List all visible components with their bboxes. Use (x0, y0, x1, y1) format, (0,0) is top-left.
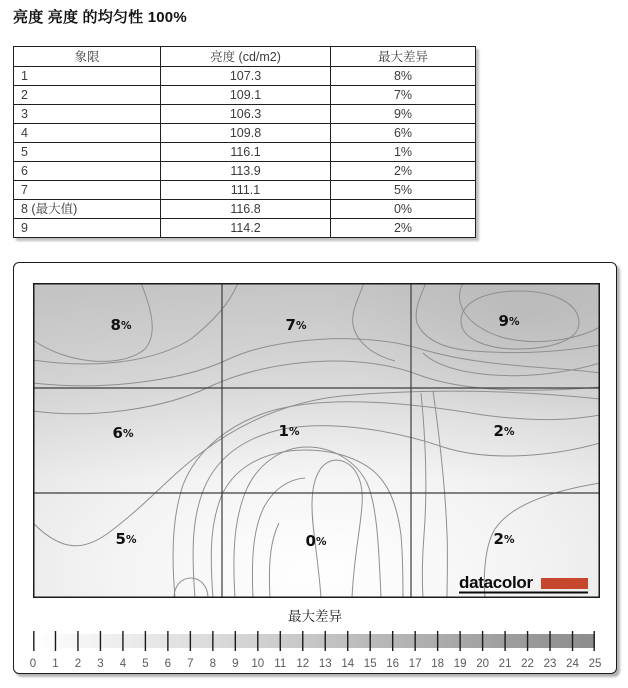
legend-tick-label: 10 (251, 658, 265, 670)
contour-plot (33, 283, 600, 598)
quadrant-percent-label: 6% (112, 424, 134, 442)
table-cell: 7% (331, 86, 476, 105)
legend-tick-label: 14 (341, 658, 355, 670)
legend-tick-label: 15 (363, 658, 377, 670)
table-cell: 2 (14, 86, 161, 105)
table-cell: 9% (331, 105, 476, 124)
table-cell: 5% (331, 181, 476, 200)
table-cell: 116.8 (161, 200, 331, 219)
quadrant-percent-label: 0% (305, 532, 327, 550)
legend-tick-label: 3 (97, 658, 104, 670)
table-cell: 109.1 (161, 86, 331, 105)
table-cell: 114.2 (161, 219, 331, 238)
table-cell: 4 (14, 124, 161, 143)
legend-tick-label: 21 (498, 658, 512, 670)
table-cell: 2% (331, 162, 476, 181)
column-header-quadrant: 象限 (14, 47, 161, 67)
legend-tick-label: 11 (274, 658, 287, 670)
legend-tick-label: 23 (543, 658, 557, 670)
table-cell: 7 (14, 181, 161, 200)
legend-tick-label: 19 (453, 658, 467, 670)
table-row (14, 200, 476, 219)
legend-tick-label: 25 (588, 658, 602, 670)
table-cell: 0% (331, 200, 476, 219)
legend-tick-label: 0 (29, 658, 37, 670)
quadrant-percent-label: 2% (493, 422, 515, 440)
table-cell: 106.3 (161, 105, 331, 124)
table-cell: 1% (331, 143, 476, 162)
table-cell: 6 (14, 162, 161, 181)
table-cell: 107.3 (161, 67, 331, 86)
table-cell: 3 (14, 105, 161, 124)
legend-scale (29, 625, 602, 673)
legend-tick-label: 16 (386, 658, 400, 670)
page-title: 亮度 亮度 的均匀性 100% (13, 9, 187, 26)
table-cell: 2% (331, 219, 476, 238)
datacolor-logo-underline (459, 592, 588, 594)
legend-tick-label: 13 (318, 658, 332, 670)
table-cell: 113.9 (161, 162, 331, 181)
quadrant-percent-label: 2% (493, 530, 515, 548)
datacolor-logo-accent (541, 578, 588, 589)
legend-tick-label: 18 (431, 658, 445, 670)
quadrant-percent-label: 1% (278, 422, 300, 440)
quadrant-percent-label: 8% (110, 316, 132, 334)
table-row (14, 162, 476, 181)
table-cell: 6% (331, 124, 476, 143)
table-cell: 111.1 (161, 181, 331, 200)
legend-tick-label: 9 (232, 658, 239, 670)
table-cell: 9 (14, 219, 161, 238)
legend-tick-label: 1 (52, 658, 59, 670)
legend-gradient-bar (33, 634, 595, 648)
table-header-row (14, 47, 476, 67)
table-row (14, 124, 476, 143)
legend-tick-label: 4 (119, 658, 127, 670)
table-cell: 1 (14, 67, 161, 86)
datacolor-logo-text: datacolor (459, 573, 533, 592)
legend-tick-label: 24 (566, 658, 579, 670)
table-row (14, 105, 476, 124)
table-cell: 8 (最大值) (14, 200, 161, 219)
legend-tick-label: 2 (74, 658, 82, 670)
legend-tick-label: 22 (521, 658, 534, 670)
legend-tick-labels (30, 658, 602, 670)
legend-title: 最大差异 (288, 609, 342, 624)
column-header-max-diff: 最大差异 (331, 47, 476, 67)
table-row (14, 143, 476, 162)
quadrant-percent-label: 5% (115, 530, 137, 548)
legend-tick-label: 7 (187, 658, 194, 670)
legend-tick-label: 12 (296, 658, 310, 670)
uniformity-table (13, 46, 476, 238)
column-header-luminance: 亮度 (cd/m2) (161, 47, 331, 67)
legend-tick-label: 17 (408, 658, 422, 670)
table-row (14, 181, 476, 200)
legend-tick-label: 20 (476, 658, 489, 670)
table-cell: 116.1 (161, 143, 331, 162)
table-cell: 109.8 (161, 124, 331, 143)
legend-tick-label: 6 (164, 658, 172, 670)
table-cell: 8% (331, 67, 476, 86)
legend-tick-label: 8 (209, 658, 217, 670)
legend-tick-label: 5 (142, 658, 149, 670)
table-cell: 5 (14, 143, 161, 162)
quadrant-percent-label: 7% (285, 316, 307, 334)
table-row (14, 67, 476, 86)
quadrant-percent-label: 9% (498, 312, 520, 330)
uniformity-table-body (14, 67, 476, 238)
table-row (14, 219, 476, 238)
table-row (14, 86, 476, 105)
contour-chart-panel (13, 262, 617, 674)
